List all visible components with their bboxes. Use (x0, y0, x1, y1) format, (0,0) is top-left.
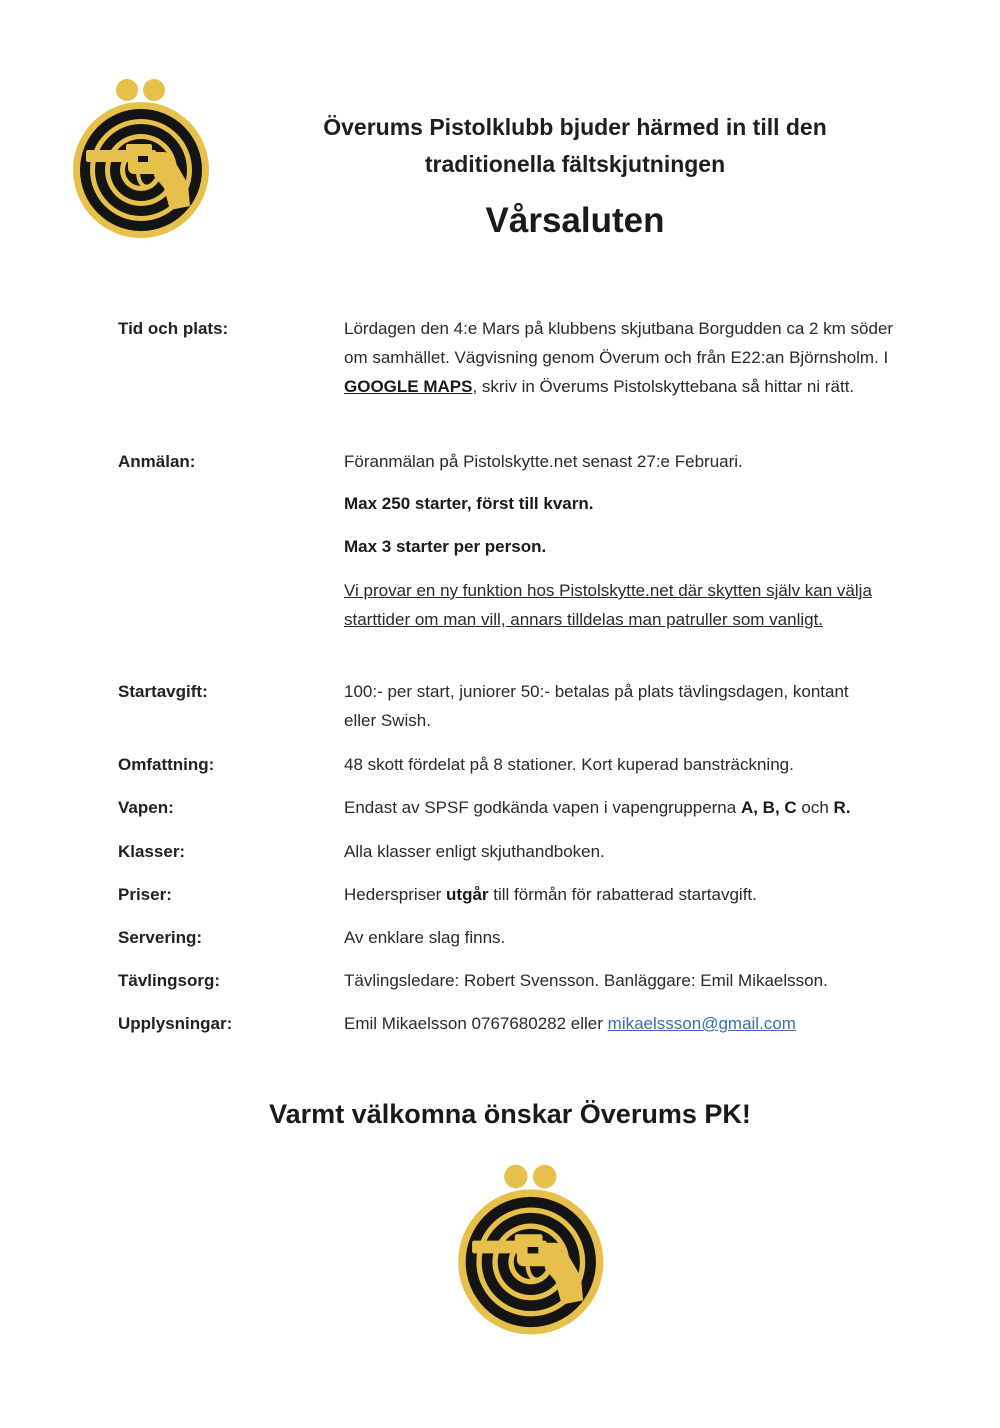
value-priser (344, 880, 924, 909)
intro-line-2: traditionella fältskjutningen (424, 151, 726, 177)
label-vapen: Vapen: (118, 798, 174, 817)
anmalan-line-2: Max 250 starter, först till kvarn. (344, 494, 594, 513)
club-logo-bottom-icon (455, 1157, 613, 1337)
label-klasser: Klasser: (118, 842, 186, 861)
anmalan-line-4: Vi provar en ny funktion hos Pistolskytte.net där skytten själv kan välja starttider om man vill, annars tilldelas man patruller som vanligt. (344, 581, 872, 629)
label-tid-och-plats: Tid och plats: (118, 319, 229, 338)
value-omfattning: 48 skott fördelat på 8 stationer. Kort kuperad bansträckning. (344, 755, 794, 774)
value-tid-och-plats (344, 314, 919, 401)
closing-greeting: Varmt välkomna önskar Överums PK! (269, 1099, 751, 1129)
label-anmalan: Anmälan: (118, 452, 196, 471)
tid-text-1: Lördagen den 4:e Mars på klubbens skjutbana Borgudden ca 2 km söder om samhället. Vägvisning genom Överum och från E22:an Björnsholm. I (344, 319, 894, 367)
value-upplysningar (344, 1009, 924, 1038)
anmalan-line-3: Max 3 starter per person. (344, 537, 547, 556)
value-klasser: Alla klasser enligt skjuthandboken. (344, 842, 605, 861)
priser-text-1: Hederspriser (344, 885, 447, 904)
email-link[interactable]: mikaelssson@gmail.com (607, 1014, 796, 1033)
label-upplysningar: Upplysningar: (118, 1014, 233, 1033)
value-startavgift: 100:- per start, juniorer 50:- betalas på plats tävlingsdagen, kontant eller Swish. (344, 682, 849, 730)
google-maps-link[interactable]: GOOGLE MAPS (344, 377, 473, 396)
club-logo-top-icon (70, 72, 218, 240)
label-priser: Priser: (118, 885, 172, 904)
event-title: Vårsaluten (485, 201, 665, 240)
priser-text-2: till förmån för rabatterad startavgift. (488, 885, 757, 904)
label-tavlingsorg: Tävlingsorg: (118, 971, 221, 990)
vapen-groups: A, B, C (740, 798, 797, 817)
vapen-last-group: R. (833, 798, 851, 817)
label-startavgift: Startavgift: (118, 682, 208, 701)
upplysningar-text: Emil Mikaelsson 0767680282 eller (344, 1014, 608, 1033)
label-omfattning: Omfattning: (118, 755, 215, 774)
value-vapen (344, 793, 924, 822)
label-servering: Servering: (118, 928, 203, 947)
vapen-text-1: Endast av SPSF godkända vapen i vapengrupperna (344, 798, 741, 817)
value-servering: Av enklare slag finns. (344, 928, 506, 947)
intro-line-1: Överums Pistolklubb bjuder härmed in till den (323, 114, 827, 140)
tid-text-2: , skriv in Överums Pistolskyttebana så hittar ni rätt. (472, 377, 855, 396)
vapen-text-2: och (796, 798, 834, 817)
value-tavlingsorg: Tävlingsledare: Robert Svensson. Banläggare: Emil Mikaelsson. (344, 971, 828, 990)
priser-bold: utgår (446, 885, 489, 904)
anmalan-line-1: Föranmälan på Pistolskytte.net senast 27:e Februari. (344, 452, 743, 471)
invitation-intro (250, 109, 900, 183)
